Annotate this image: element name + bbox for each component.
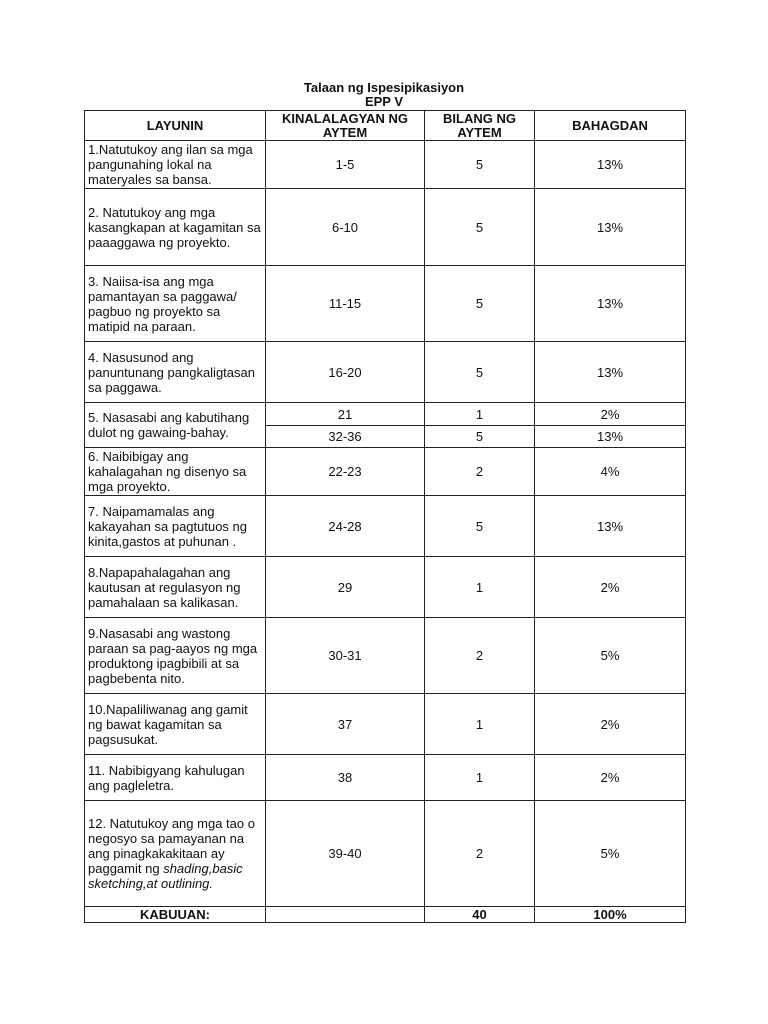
table-row — [85, 189, 686, 266]
cell-kinalalagyan: 24-28 — [266, 496, 425, 557]
cell-bahagdan: 13% — [535, 141, 686, 189]
cell-bahagdan: 13% — [535, 342, 686, 403]
table-row — [85, 448, 686, 496]
cell-kinalalagyan: 11-15 — [266, 266, 425, 342]
total-label: KABUUAN: — [85, 907, 266, 923]
table-header-row — [85, 111, 686, 141]
table-row — [85, 141, 686, 189]
cell-kinalalagyan: 1-5 — [266, 141, 425, 189]
cell-layunin: 7. Naipamamalas ang kakayahan sa pagtutuos ng kinita,gastos at puhunan . — [85, 496, 266, 557]
cell-kinalalagyan: 32-36 — [266, 426, 425, 448]
document-subtitle: EPP V — [364, 94, 404, 109]
cell-bahagdan: 13% — [535, 266, 686, 342]
cell-layunin: 8.Napapahalagahan ang kautusan at regulasyon ng pamahalaan sa kalikasan. — [85, 557, 266, 618]
cell-kinalalagyan: 37 — [266, 694, 425, 755]
cell-layunin: 2. Natutukoy ang mga kasangkapan at kagamitan sa paaaggawa ng proyekto. — [85, 189, 266, 266]
cell-bilang: 2 — [425, 448, 535, 496]
cell-bilang: 5 — [425, 342, 535, 403]
cell-kinalalagyan: 38 — [266, 755, 425, 801]
cell-layunin: 6. Naibibigay ang kahalagahan ng disenyo sa mga proyekto. — [85, 448, 266, 496]
table-row — [85, 266, 686, 342]
cell-bilang: 1 — [425, 694, 535, 755]
specification-table — [84, 110, 686, 923]
total-bilang: 40 — [425, 907, 535, 923]
cell-layunin: 10.Napaliliwanag ang gamit ng bawat kagamitan sa pagsusukat. — [85, 694, 266, 755]
cell-kinalalagyan: 21 — [266, 403, 425, 426]
cell-bahagdan: 4% — [535, 448, 686, 496]
cell-layunin-text: 12. Natutukoy ang mga tao o negosyo sa pamayanan na ang pinagkakakitaan ay paggamit ng — [88, 816, 255, 876]
cell-kinalalagyan: 16-20 — [266, 342, 425, 403]
cell-bahagdan: 2% — [535, 755, 686, 801]
cell-bahagdan: 2% — [535, 694, 686, 755]
cell-bilang: 5 — [425, 189, 535, 266]
cell-layunin: 9.Nasasabi ang wastong paraan sa pag-aayos ng mga produktong ipagbibili at sa pagbebenta nito. — [85, 618, 266, 694]
total-row — [85, 907, 686, 923]
cell-layunin: 1.Natutukoy ang ilan sa mga pangunahing lokal na materyales sa bansa. — [85, 141, 266, 189]
cell-bilang: 5 — [425, 496, 535, 557]
cell-layunin — [85, 801, 266, 907]
cell-kinalalagyan: 30-31 — [266, 618, 425, 694]
cell-kinalalagyan: 6-10 — [266, 189, 425, 266]
header-bilang: BILANG NG AYTEM — [425, 111, 535, 141]
cell-kinalalagyan: 29 — [266, 557, 425, 618]
header-kinalalagyan: KINALALAGYAN NG AYTEM — [266, 111, 425, 141]
cell-layunin: 3. Naiisa-isa ang mga pamantayan sa paggawa/ pagbuo ng proyekto sa matipid na paraan. — [85, 266, 266, 342]
cell-bahagdan: 13% — [535, 496, 686, 557]
cell-kinalalagyan: 22-23 — [266, 448, 425, 496]
cell-kinalalagyan: 39-40 — [266, 801, 425, 907]
cell-bahagdan: 13% — [535, 189, 686, 266]
table-row — [85, 755, 686, 801]
table-row — [85, 557, 686, 618]
header-bahagdan: BAHAGDAN — [535, 111, 686, 141]
header-layunin: LAYUNIN — [85, 111, 266, 141]
cell-bilang: 2 — [425, 801, 535, 907]
cell-bahagdan: 2% — [535, 403, 686, 426]
table-row — [85, 496, 686, 557]
cell-bilang: 5 — [425, 266, 535, 342]
cell-bahagdan: 5% — [535, 618, 686, 694]
cell-bilang: 1 — [425, 403, 535, 426]
table-row — [85, 618, 686, 694]
cell-bilang: 1 — [425, 557, 535, 618]
cell-bilang: 1 — [425, 755, 535, 801]
cell-bilang: 5 — [425, 141, 535, 189]
table-row — [85, 342, 686, 403]
document-title: Talaan ng Ispesipikasiyon — [303, 80, 465, 95]
table-row — [85, 403, 686, 426]
cell-layunin-italic: shading,basic sketching,at outlining. — [88, 861, 243, 891]
cell-bilang: 2 — [425, 618, 535, 694]
total-kinalalagyan — [266, 907, 425, 923]
cell-bahagdan: 2% — [535, 557, 686, 618]
cell-layunin: 4. Nasusunod ang panuntunang pangkaligtasan sa paggawa. — [85, 342, 266, 403]
cell-bahagdan: 13% — [535, 426, 686, 448]
cell-bahagdan: 5% — [535, 801, 686, 907]
total-bahagdan: 100% — [535, 907, 686, 923]
cell-layunin: 5. Nasasabi ang kabutihang dulot ng gawaing-bahay. — [85, 403, 266, 448]
cell-bilang: 5 — [425, 426, 535, 448]
cell-layunin: 11. Nabibigyang kahulugan ang pagleletra. — [85, 755, 266, 801]
table-row — [85, 694, 686, 755]
table-row — [85, 801, 686, 907]
